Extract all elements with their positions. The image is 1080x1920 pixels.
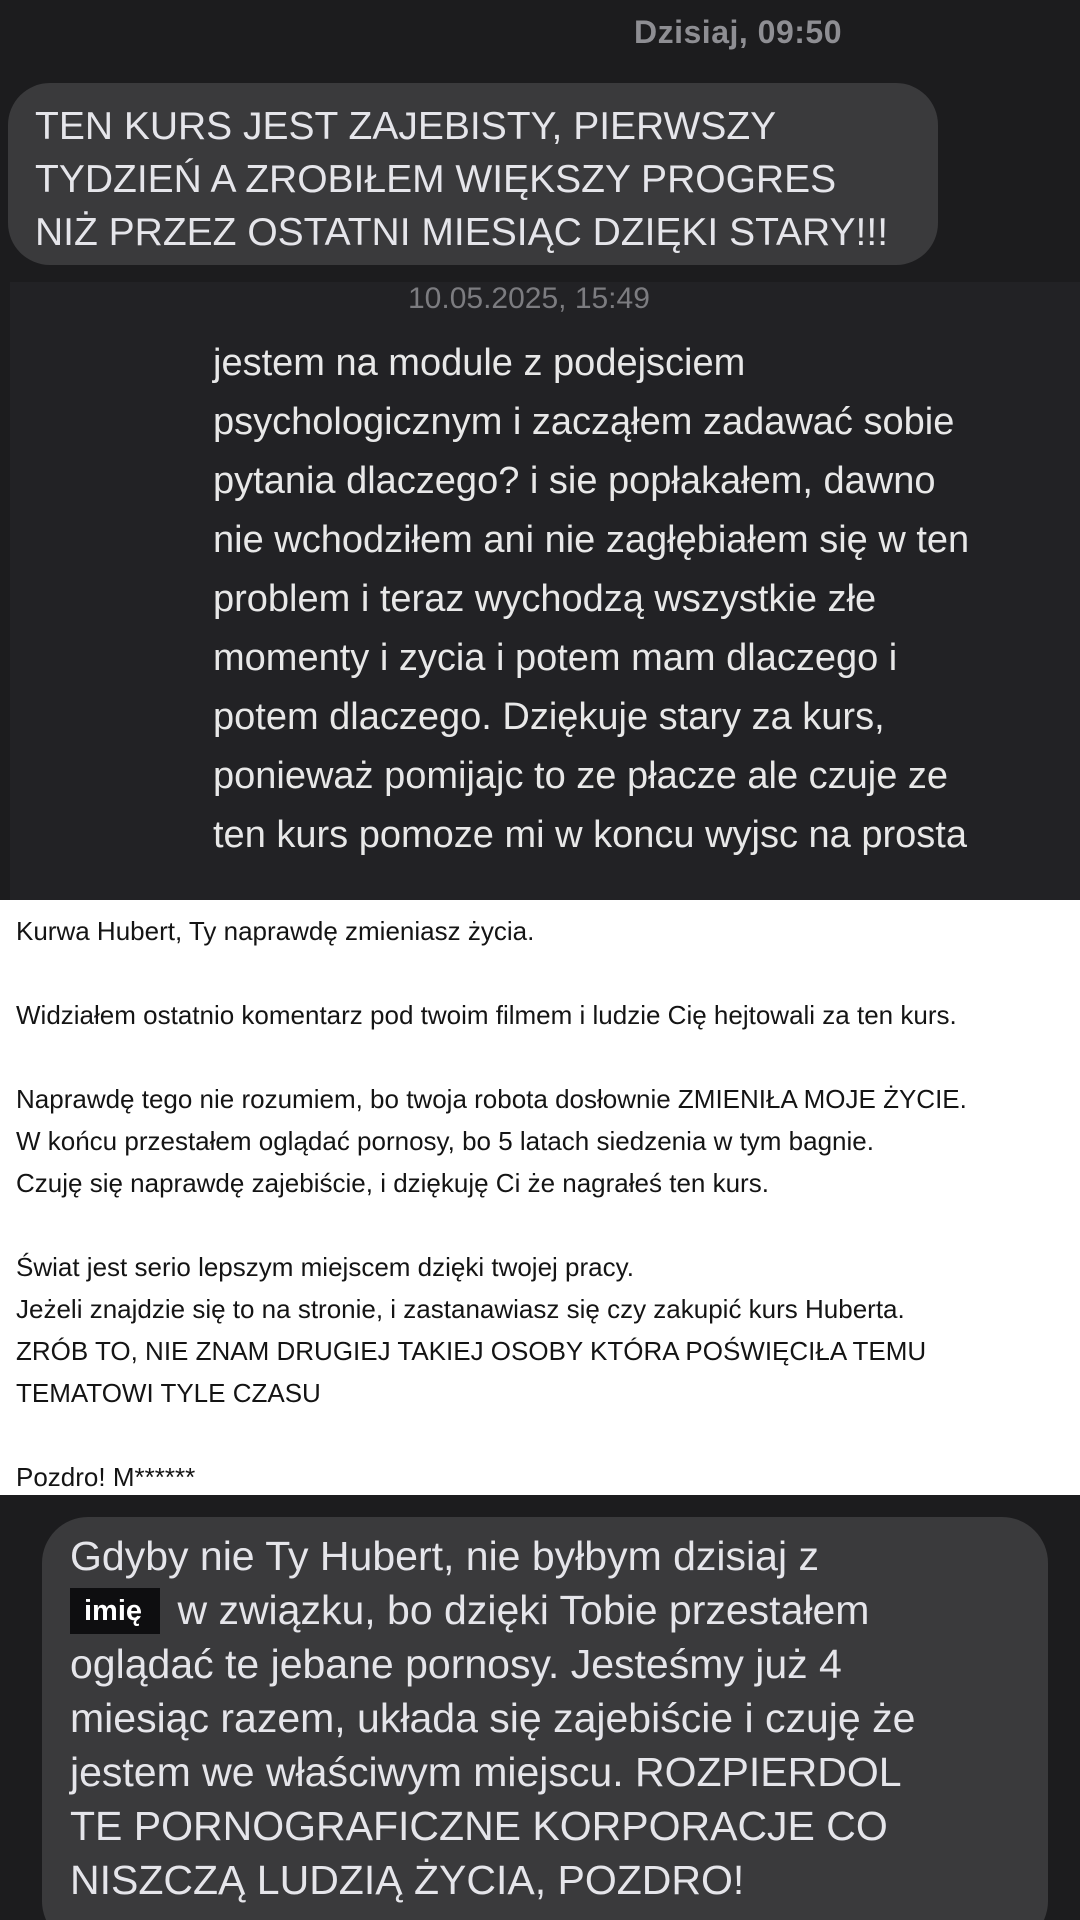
message-text[interactable]: jestem na module z podejsciem psychologicznym i zacząłem zadawać sobie pytania dlaczego? i sie popłakałem, dawno nie wchodziłem ani nie zagłębiałem się w ten problem i teraz wychodzą wszystkie złe momenty i zycia i potem mam dlaczego i potem dlaczego. Dziękuje stary za kurs, ponieważ pomijajc to ze płacze ale czuje ze ten kurs pomoze mi w koncu wyjsc na prosta [213, 342, 970, 856]
message-text [70, 1529, 1048, 1907]
message-timestamp: Dzisiaj, 09:50 [634, 14, 842, 50]
message-panel [10, 282, 1080, 900]
message-text: TEN KURS JEST ZAJEBISTY, PIERWSZY TYDZIEŃ A ZROBIŁEM WIĘKSZY PROGRES NIŻ PRZEZ OSTATNI MIESIĄC DZIĘKI STARY!!! [35, 105, 889, 254]
message-timestamp: 10.05.2025, 15:49 [408, 282, 650, 315]
chat-screenshot-2 [0, 282, 1080, 900]
message-bubble[interactable] [42, 1517, 1048, 1920]
message-line-2: w związku, bo dzięki Tobie przestałem [177, 1587, 870, 1633]
message-line-1: Gdyby nie Ty Hubert, nie byłbym dzisiaj z [70, 1533, 819, 1579]
message-bubble[interactable] [8, 83, 938, 265]
email-body: Kurwa Hubert, Ty naprawdę zmieniasz życia. Widziałem ostatnio komentarz pod twoim filmem i ludzie Cię hejtowali za ten kurs. Naprawdę tego nie rozumiem, bo twoja robota dosłownie ZMIENIŁA MOJE ŻYCIE. W końcu przestałem oglądać pornosy, bo 5 latach siedzenia w tym bagnie. Czuję się naprawdę zajebiście, i dziękuję Ci że nagrałeś ten kurs. Świat jest serio lepszym miejscem dzięki twojej pracy. Jeżeli znajdzie się to na stronie, i zastanawiasz się czy zakupić kurs Huberta. ZRÓB TO, NIE ZNAM DRUGIEJ TAKIEJ OSOBY KTÓRA POŚWIĘCIŁA TEMU TEMATOWI TYLE CZASU Pozdro! M****** [16, 916, 967, 1492]
message-line-rest: oglądać te jebane pornosy. Jesteśmy już 4 miesiąc razem, układa się zajebiście i czuję że jestem we właściwym miejscu. ROZPIERDOL TE PORNOGRAFICZNE KORPORACJE CO NISZCZĄ LUDZIĄ ŻYCIA, POZDRO! [70, 1641, 916, 1903]
chat-screenshot-3 [0, 1495, 1080, 1920]
redacted-name-label: imię [70, 1588, 160, 1634]
email-screenshot [0, 900, 1080, 1495]
chat-screenshot-1 [0, 0, 1080, 282]
